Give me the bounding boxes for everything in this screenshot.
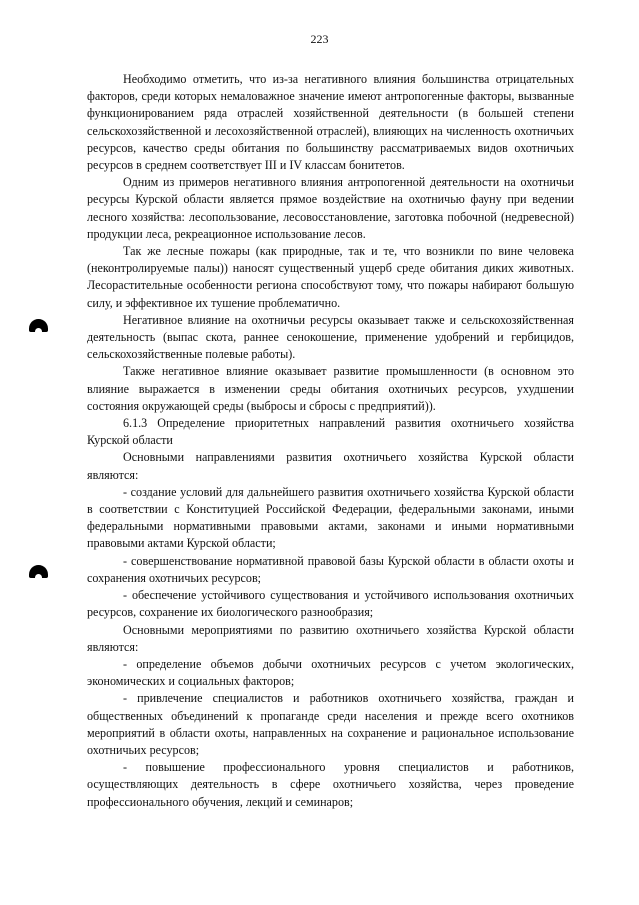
list-item-direction-3: - обеспечение устойчивого существования и устойчивого использования охотничьих ресурсов, сохранение их биологического разнообразия; (87, 588, 574, 620)
section-heading-6-1-3: 6.1.3 Определение приоритетных направлений развития охотничьего хозяйства Курской области (87, 416, 574, 448)
paragraph-intro-factors: Необходимо отметить, что из-за негативного влияния большинства отрицательных факторов, среди которых немаловажное значение имеют антропогенные факторы, вызванные функционированием ряда отраслей хозяйственной деятельности (в большей степени сельскохозяйственной и лесохозяйственной отраслей), влияющих на численность охотничьих ресурсов, качество среды обитания по большинству рассматриваемых видов охотничьих ресурсов в среднем соответствует III и IV классам бонитетов. (87, 72, 574, 173)
paragraph-directions-intro: Основными направлениями развития охотничьего хозяйства Курской области являются: (87, 450, 574, 482)
paragraph-measures-intro: Основными мероприятиями по развитию охотничьего хозяйства Курской области являются: (87, 622, 574, 654)
binder-hole-mark-lower (29, 565, 48, 578)
paragraph-agriculture-impact: Негативное влияние на охотничьи ресурсы оказывает также и сельскохозяйственная деятельность (выпас скота, раннее сенокошение, применение удобрений и гербицидов, сельскохозяйственные полевые работы). (87, 312, 574, 362)
document-body (87, 71, 574, 811)
list-item-measure-2: - привлечение специалистов и работников охотничьего хозяйства, граждан и общественных объединений к пропаганде среди населения и прежде всего охотников мероприятий в области охоты, направленных на сохранение и рациональное использование охотничьих ресурсов; (87, 691, 574, 757)
list-item-measure-1: - определение объемов добычи охотничьих ресурсов с учетом экологических, экономических и социальных факторов; (87, 656, 574, 689)
list-item-measure-3: - повышение профессионального уровня специалистов и работников, осуществляющих деятельность в сфере охотничьего хозяйства, через проведение профессионального обучения, лекций и семинаров; (87, 760, 574, 809)
paragraph-forestry-impact: Одним из примеров негативного влияния антропогенной деятельности на охотничьи ресурсы Курской области является прямое воздействие на охотничью фауну при ведении лесного хозяйства: лесопользование, лесовосстановление, заготовка побочной (недревесной) продукции леса, рекреационное использование лесов. (87, 175, 574, 241)
paragraph-forest-fires: Так же лесные пожары (как природные, так и те, что возникли по вине человека (неконтролируемые палы)) наносят существенный ущерб среде обитания диких животных. Лесорастительные особенности региона способствуют тому, что пожары набирают большую силу, и эффективное их тушение проблематично. (87, 244, 574, 310)
list-item-direction-2: - совершенствование нормативной правовой базы Курской области в области охоты и сохранения охотничьих ресурсов; (87, 553, 574, 585)
page-number: 223 (310, 32, 329, 46)
binder-hole-mark-upper (29, 319, 48, 332)
paragraph-industry-impact: Также негативное влияние оказывает развитие промышленности (в основном это влияние выражается в изменении среды обитания охотничьих ресурсов, ухудшении состояния окружающей среды (выбросы и сбросы с предприятий)). (87, 364, 574, 413)
list-item-direction-1: - создание условий для дальнейшего развития охотничьего хозяйства Курской области в соответствии с Конституцией Российской Федерации, федеральными законами, иными федеральными нормативными правовыми актами, законами и иными нормативными правовыми актами Курской области; (87, 484, 574, 551)
